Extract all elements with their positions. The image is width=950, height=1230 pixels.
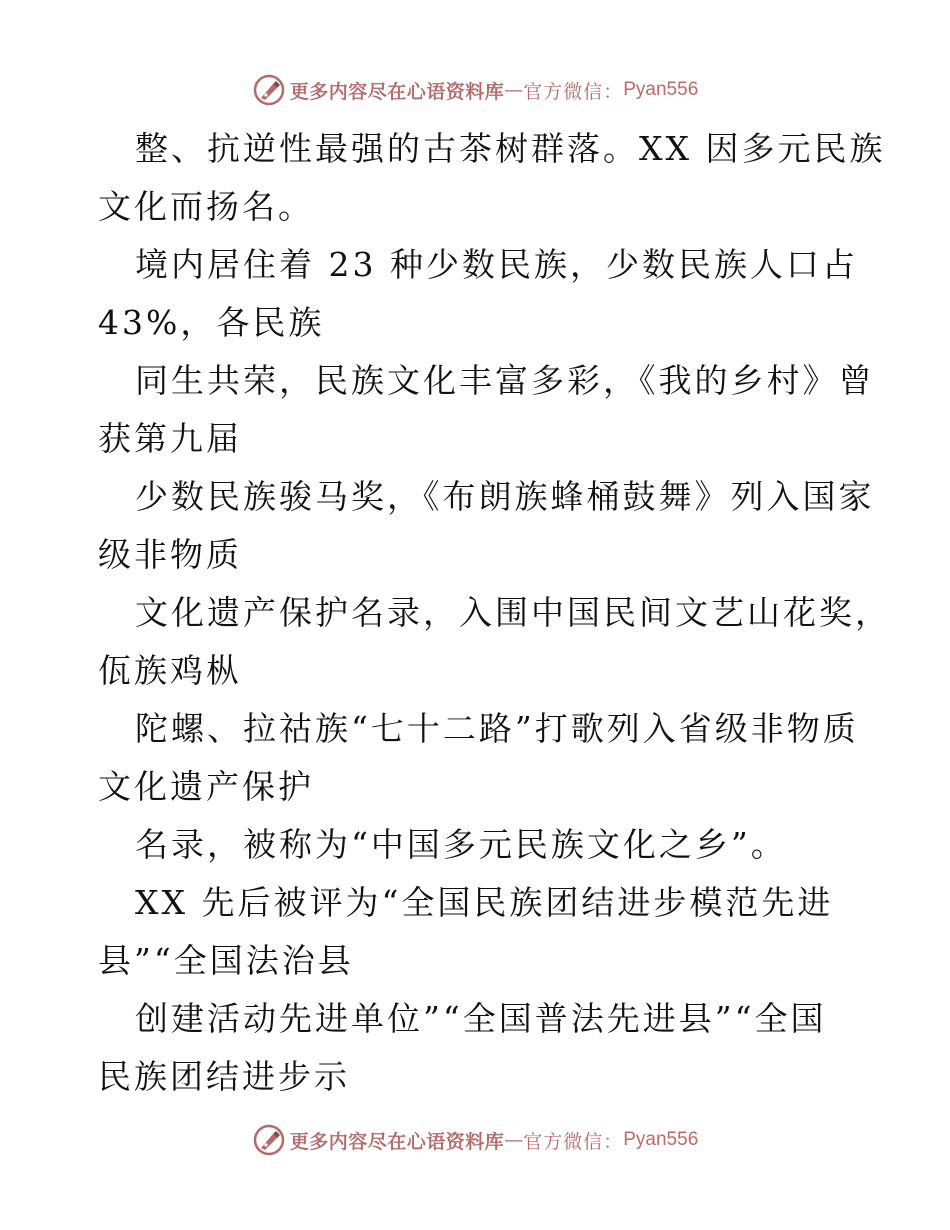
banner-separator: — [504, 1129, 524, 1151]
banner-contact: Pyan556 [623, 1129, 699, 1150]
body-line: 同生共荣，民族文化丰富多彩，《我的乡村》曾 [135, 361, 875, 400]
body-line: 级非物质 [98, 535, 242, 574]
banner-separator: — [504, 79, 524, 101]
body-line: 获第九届 [98, 419, 242, 458]
body-line: 文化遗产保护名录，入围中国民间文艺山花奖， [135, 593, 891, 632]
banner-brand: 更多内容尽在心语资料库 [289, 80, 505, 103]
banner-brand: 更多内容尽在心语资料库 [289, 1130, 505, 1153]
banner-contact: Pyan556 [623, 79, 699, 100]
body-line: 县”“全国法治县 [98, 941, 354, 980]
banner-label: 官方微信： [523, 80, 624, 103]
body-line: 创建活动先进单位”“全国普法先进县”“全国 [135, 999, 827, 1038]
fountain-pen-logo-icon [252, 1123, 286, 1157]
body-line: XX 先后被评为“全国民族团结进步模范先进 [135, 883, 834, 922]
body-line: 43%，各民族 [98, 303, 325, 342]
body-line: 文化遗产保护 [98, 767, 314, 806]
body-line: 佤族鸡枞 [98, 651, 242, 690]
header-banner [0, 72, 950, 108]
body-line: 文化而扬名。 [98, 187, 314, 226]
body-line: 名录，被称为“中国多元民族文化之乡”。 [135, 825, 787, 864]
body-line: 境内居住着 23 种少数民族，少数民族人口占 [135, 245, 858, 284]
body-line: 民族团结进步示 [98, 1057, 350, 1096]
fountain-pen-logo-icon [252, 73, 286, 107]
document-body [98, 120, 891, 1106]
footer-banner [0, 1122, 950, 1158]
body-line: 陀螺、拉祜族“七十二路”打歌列入省级非物质 [135, 709, 859, 748]
body-line: 整、抗逆性最强的古茶树群落。XX 因多元民族 [135, 129, 886, 168]
body-line: 少数民族骏马奖，《布朗族蜂桶鼓舞》列入国家 [135, 477, 875, 516]
banner-label: 官方微信： [523, 1130, 624, 1153]
